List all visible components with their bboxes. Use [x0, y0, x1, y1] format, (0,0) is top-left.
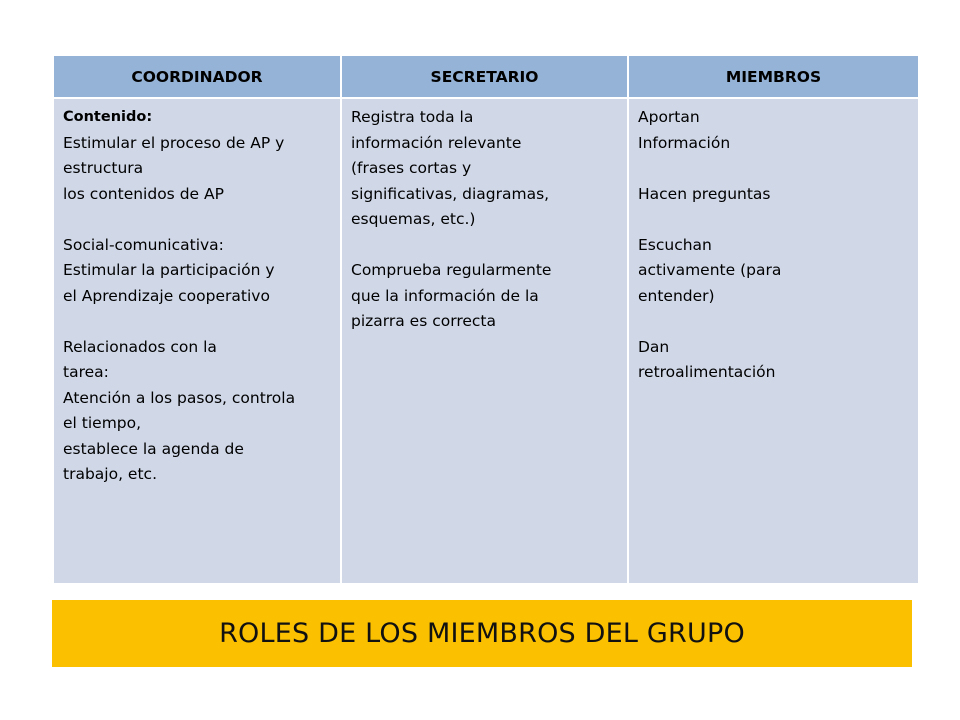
cell-text-line: tarea:: [63, 363, 109, 381]
cell-text-line: estructura: [63, 159, 144, 177]
cell-spacer: [351, 233, 618, 259]
cell-text-line: el tiempo,: [63, 414, 142, 432]
cell-text-line: esquemas, etc.): [351, 210, 476, 228]
cell-text-line: que la información de la: [351, 286, 539, 305]
header-secretario: SECRETARIO: [341, 55, 628, 98]
cell-text-line: activamente (para: [638, 261, 782, 279]
header-row: [53, 55, 919, 98]
cell-text-line: (frases cortas y: [351, 159, 472, 177]
cell-text-line: significativas, diagramas,: [351, 184, 550, 203]
cell-text-line: Atención a los pasos, controla: [63, 388, 296, 407]
cell-text-line: Estimular el proceso de AP y: [63, 133, 285, 152]
cell-text-line: Relacionados con la: [63, 337, 217, 356]
header-coordinador: COORDINADOR: [53, 55, 341, 98]
cell-spacer: [638, 156, 909, 182]
cell-spacer: [638, 309, 909, 335]
cell-miembros: [628, 98, 919, 584]
cell-text-line: los contenidos de AP: [63, 184, 224, 203]
cell-text-line: Estimular la participación y: [63, 261, 275, 279]
cell-text-line: establece la agenda de: [63, 439, 244, 458]
cell-spacer: [63, 207, 331, 233]
cell-text-line: Aportan: [638, 108, 700, 126]
cell-text-line: entender): [638, 286, 715, 305]
roles-table: [52, 54, 920, 585]
cell-text-line: el Aprendizaje cooperativo: [63, 286, 270, 305]
cell-text-line: trabajo, etc.: [63, 465, 157, 483]
cell-text-line: Escuchan: [638, 235, 712, 254]
header-miembros: MIEMBROS: [628, 55, 919, 98]
cell-text-line: Hacen preguntas: [638, 184, 771, 203]
cell-text-line: Registra toda la: [351, 108, 474, 126]
title-banner: [52, 600, 912, 667]
cell-text-line: Información: [638, 133, 731, 152]
cell-text-line: Social-comunicativa:: [63, 235, 224, 254]
cell-spacer: [638, 207, 909, 233]
cell-coordinador: [53, 98, 341, 584]
cell-text-line: Contenido:: [63, 109, 153, 125]
cell-text-line: pizarra es correcta: [351, 312, 496, 330]
page-title: ROLES DE LOS MIEMBROS DEL GRUPO: [219, 618, 745, 649]
cell-text-line: retroalimentación: [638, 363, 776, 381]
cell-text-line: Comprueba regularmente: [351, 261, 552, 279]
cell-text-line: Dan: [638, 337, 670, 356]
content-row: [53, 98, 919, 584]
cell-text-line: información relevante: [351, 133, 522, 152]
cell-spacer: [63, 309, 331, 335]
cell-secretario: [341, 98, 628, 584]
